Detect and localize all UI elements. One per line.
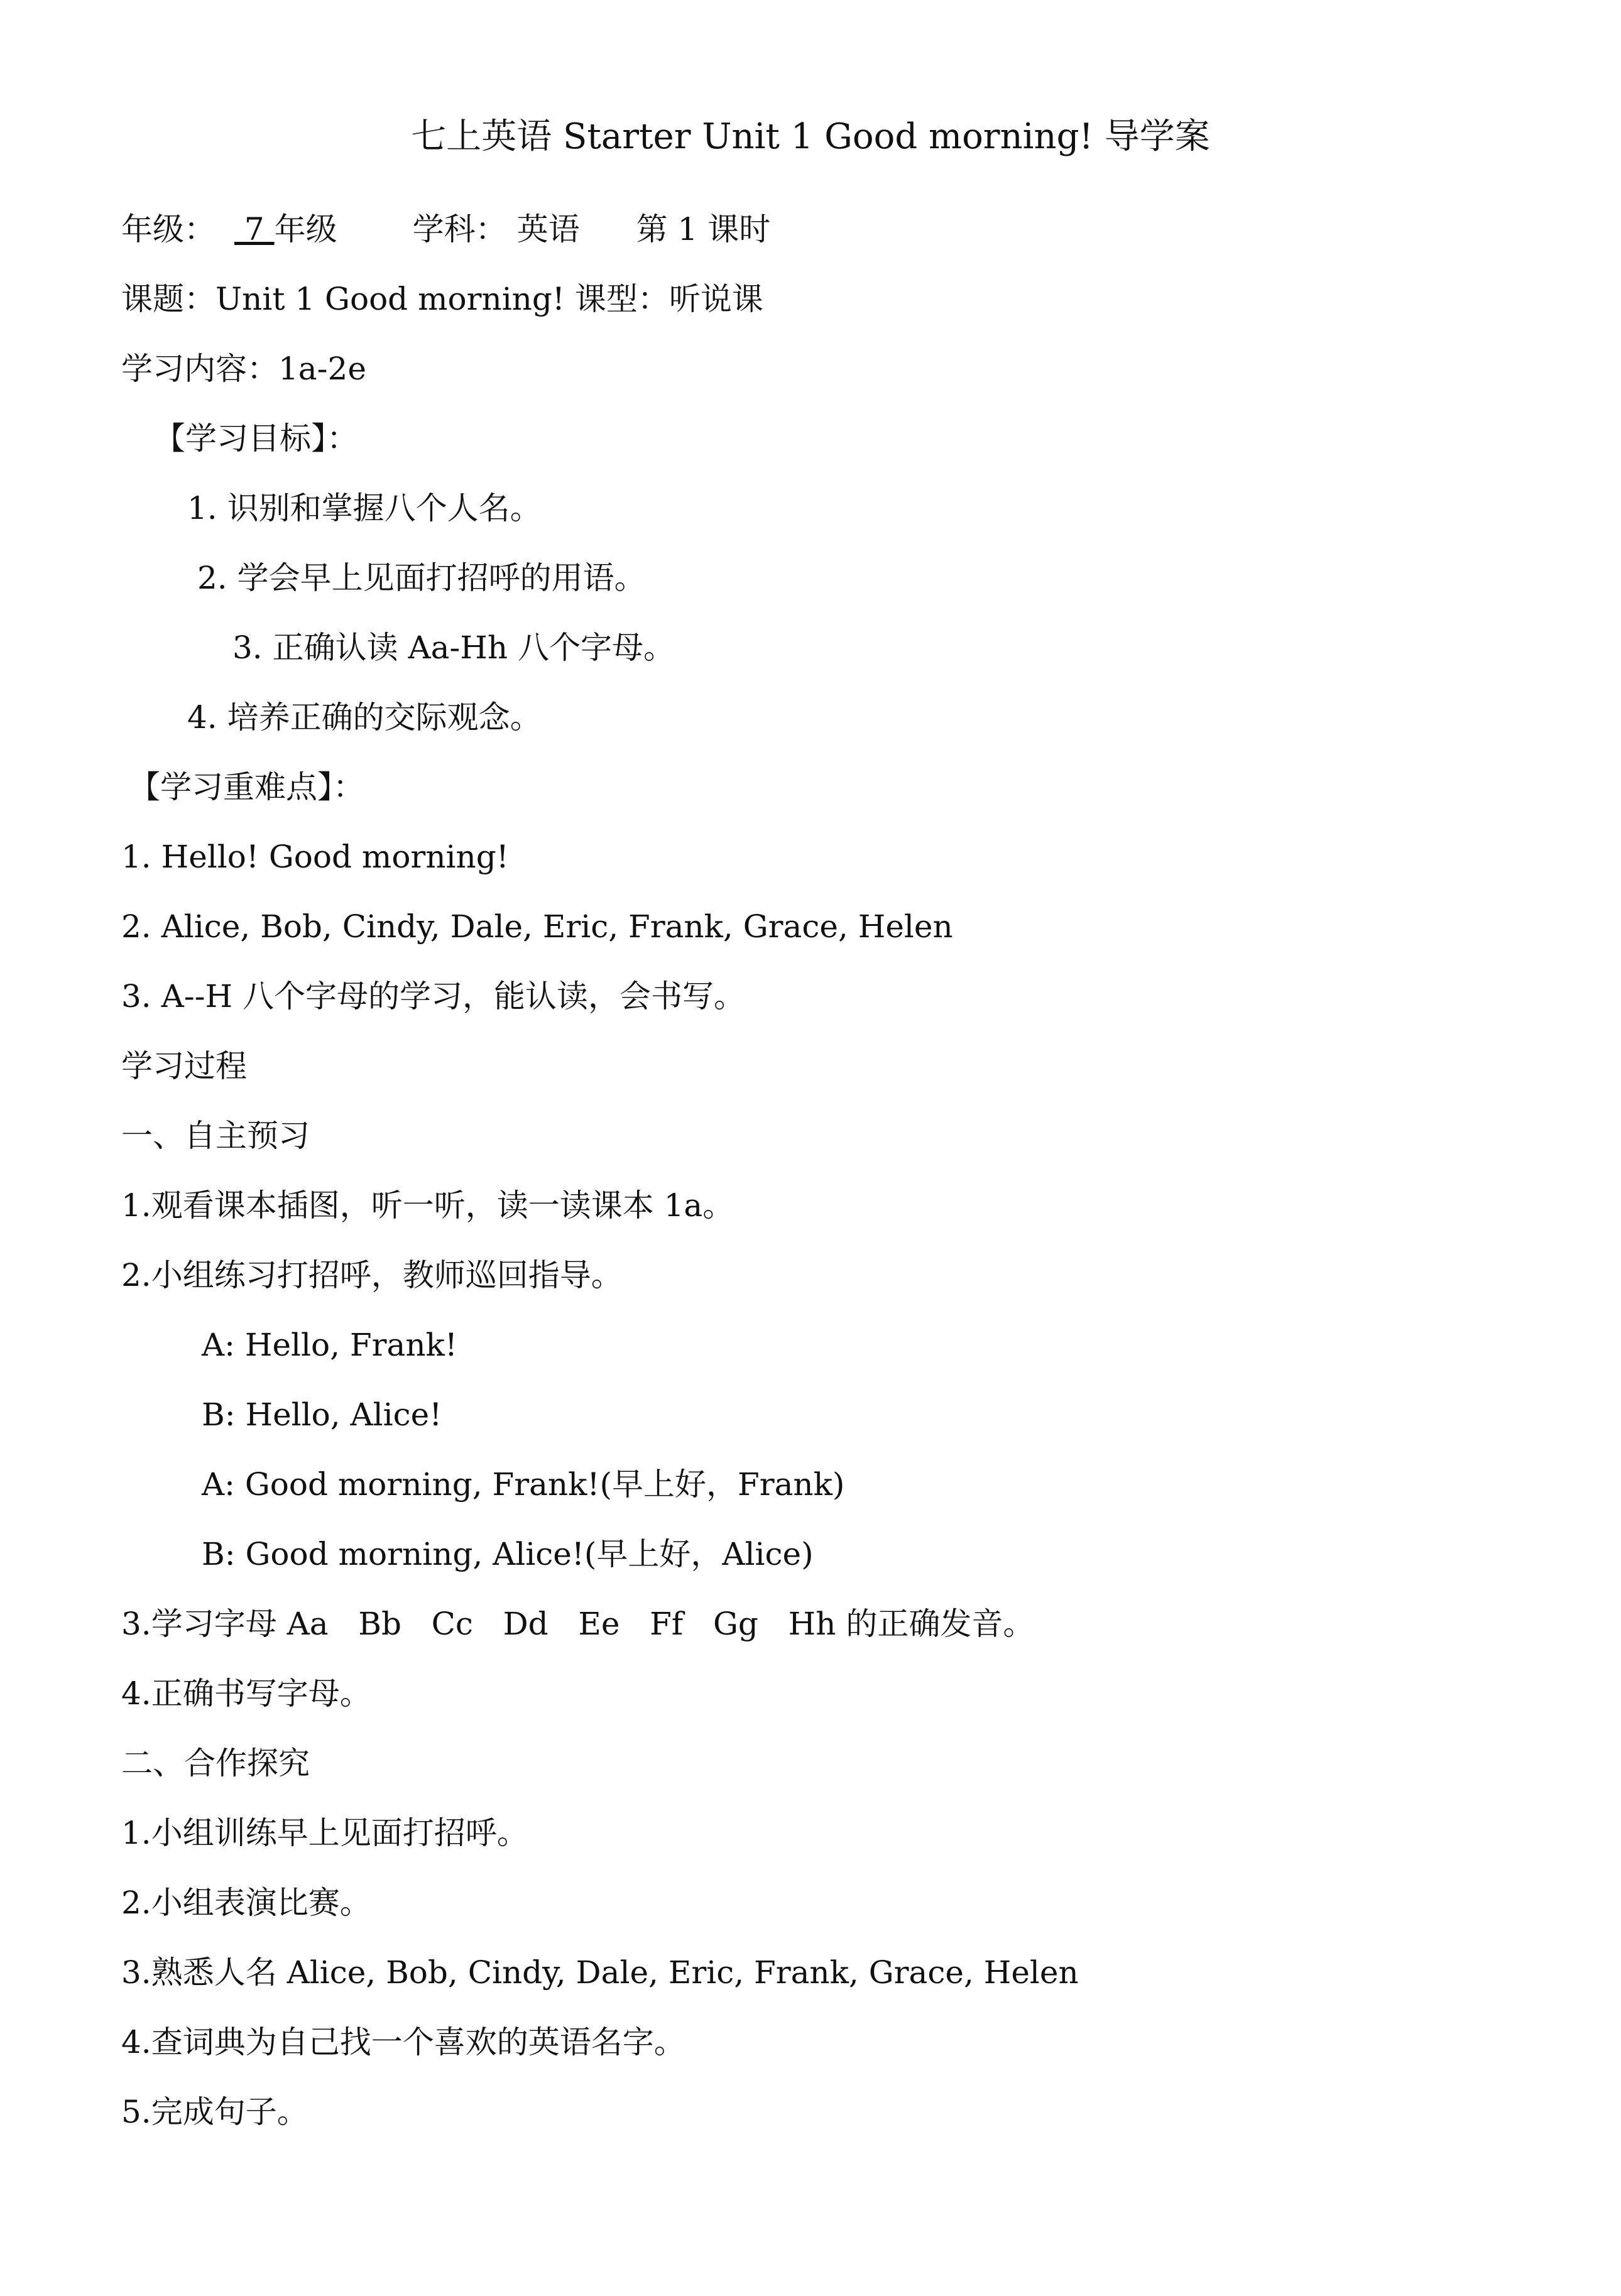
grade-suffix: 年级 bbox=[274, 211, 337, 248]
keypoint-item: 2. Alice, Bob, Cindy, Dale, Eric, Frank, Grace, Helen bbox=[121, 908, 953, 945]
subject-value: 英语 bbox=[516, 211, 580, 248]
objective-item: 3. 正确认读 Aa-Hh 八个字母。 bbox=[232, 629, 675, 666]
objective-item: 4. 培养正确的交际观念。 bbox=[187, 699, 542, 736]
dialogue-line: B: Hello, Alice! bbox=[202, 1396, 442, 1433]
section1-item: 3.学习字母 Aa Bb Cc Dd Ee Ff Gg Hh 的正确发音。 bbox=[121, 1606, 1035, 1642]
objective-item: 2. 学会早上见面打招呼的用语。 bbox=[197, 560, 646, 596]
document-title: 七上英语 Starter Unit 1 Good morning! 导学案 bbox=[411, 116, 1210, 157]
grade-label: 年级： bbox=[121, 211, 216, 248]
section1-item: 2.小组练习打招呼，教师巡回指导。 bbox=[121, 1257, 623, 1293]
keypoints-heading: 【学习重难点】： bbox=[129, 769, 364, 805]
topic-line: 课题：Unit 1 Good morning! 课型：听说课 bbox=[121, 281, 763, 317]
section2-item: 1.小组训练早上见面打招呼。 bbox=[121, 1815, 528, 1851]
grade-value: 7 bbox=[234, 211, 275, 248]
section1-item: 1.观看课本插图，听一听，读一读课本 1a。 bbox=[121, 1187, 734, 1224]
subject-label: 学科： bbox=[412, 211, 507, 248]
lesson-number: 第 1 课时 bbox=[636, 211, 771, 248]
keypoint-item: 1. Hello! Good morning! bbox=[121, 839, 509, 875]
objective-item: 1. 识别和掌握八个人名。 bbox=[187, 490, 542, 526]
section1-heading: 一、自主预习 bbox=[121, 1118, 310, 1154]
dialogue-line: A: Hello, Frank! bbox=[202, 1327, 457, 1363]
section1-item: 4.正确书写字母。 bbox=[121, 1675, 371, 1712]
info-line bbox=[121, 209, 770, 249]
keypoint-item: 3. A--H 八个字母的学习，能认读，会书写。 bbox=[121, 978, 745, 1015]
dialogue-line: A: Good morning, Frank!(早上好，Frank) bbox=[202, 1466, 845, 1503]
section2-heading: 二、合作探究 bbox=[121, 1745, 310, 1782]
content-line: 学习内容：1a-2e bbox=[121, 351, 366, 387]
objectives-heading: 【学习目标】： bbox=[154, 420, 358, 457]
dialogue-line: B: Good morning, Alice!(早上好，Alice) bbox=[202, 1536, 814, 1572]
section2-item: 2.小组表演比赛。 bbox=[121, 1885, 371, 1921]
section2-item: 5.完成句子。 bbox=[121, 2094, 308, 2130]
process-heading: 学习过程 bbox=[121, 1048, 247, 1084]
section2-item: 4.查词典为自己找一个喜欢的英语名字。 bbox=[121, 2024, 685, 2060]
section2-item: 3.熟悉人名 Alice, Bob, Cindy, Dale, Eric, Frank, Grace, Helen bbox=[121, 1954, 1079, 1991]
